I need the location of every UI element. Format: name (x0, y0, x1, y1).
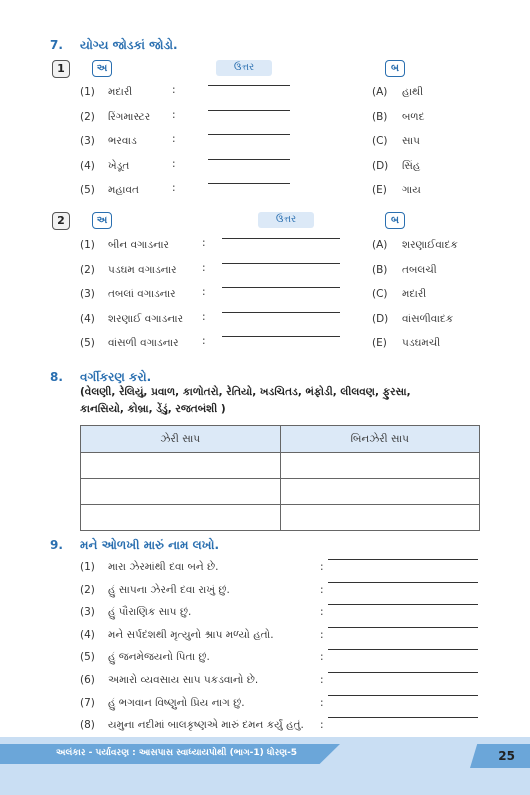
set2-answer-header: ઉત્તર (258, 212, 314, 228)
colon: : (320, 561, 324, 573)
set1-right-num: (E) (372, 184, 387, 196)
table-cell[interactable] (81, 505, 281, 531)
q8-words-line1: (વેલણી, રેલિયું, પ્રવાળ, કાળોતરો, રેતિયો, ખડચિતડ, ભંફોડી, લીલવણ, ફુરસા, (80, 386, 411, 398)
set2-left-num: (5) (80, 337, 95, 349)
set1-right-text: સાપ (402, 135, 420, 147)
q9-item-text: હું ભગવાન વિષ્ણુનો પ્રિય નાગ છું. (108, 696, 245, 709)
set1-left-num: (3) (80, 135, 95, 147)
q7-title: યોગ્ય જોડકાં જોડો. (80, 38, 178, 52)
answer-line[interactable] (328, 582, 478, 583)
answer-line[interactable] (222, 263, 340, 264)
q9-number: 9. (50, 538, 63, 552)
q8-title: વર્ગીકરણ કરો. (80, 370, 152, 384)
colon: : (172, 157, 176, 170)
table-cell[interactable] (280, 453, 480, 479)
set2-left-text: પડઘમ વગાડનાર (108, 263, 177, 276)
set1-left-text: મહાવત (108, 184, 139, 196)
answer-line[interactable] (222, 336, 340, 337)
answer-line[interactable] (208, 159, 290, 160)
set2-left-text: બીન વગાડનાર (108, 239, 169, 251)
colon: : (202, 261, 206, 274)
answer-line[interactable] (208, 85, 290, 86)
q9-item-num: (5) (80, 651, 95, 664)
set1-left-text: ભરવાડ (108, 135, 137, 147)
colon: : (172, 108, 176, 121)
set1-left-num: (5) (80, 184, 95, 196)
q9-item-text: હું સાપના ઝેરની દવા રાખું છું. (108, 583, 230, 596)
q9-item-num: (3) (80, 606, 95, 619)
table-cell[interactable] (280, 479, 480, 505)
answer-line[interactable] (208, 134, 290, 135)
set2-left-text: શરણાઈ વગાડનાર (108, 312, 184, 325)
set2-left-num: (1) (80, 239, 95, 251)
set1-right-num: (A) (372, 86, 388, 98)
q9-item-num: (2) (80, 583, 95, 596)
set1-col-a: અ (92, 60, 112, 77)
q9-item-text: અમારો વ્યવસાય સાપ પકડવાનો છે. (108, 674, 259, 686)
q9-item-num: (4) (80, 628, 95, 641)
set1-answer-header: ઉત્તર (216, 60, 272, 76)
set1-right-text: ગાય (402, 184, 421, 196)
set2-right-num: (A) (372, 239, 388, 251)
answer-line[interactable] (222, 312, 340, 313)
colon: : (172, 133, 176, 145)
q9-item-num: (8) (80, 719, 95, 732)
page-number: 25 (498, 749, 515, 763)
set2-right-num: (B) (372, 263, 388, 276)
set2-right-text: શરણાઈવાદક (402, 239, 458, 251)
table-cell[interactable] (81, 479, 281, 505)
colon: : (320, 583, 324, 596)
set2-left-num: (4) (80, 312, 95, 325)
set2-col-a: અ (92, 212, 112, 229)
set2-left-text: તબલાં વગાડનાર (108, 288, 176, 300)
q9-item-text: યમુના નદીમાં બાલકૃષ્ણએ મારું દમન કર્યું હતું. (108, 719, 304, 732)
set2-right-text: તબલચી (402, 263, 437, 276)
set2-right-num: (D) (372, 312, 389, 325)
q8-number: 8. (50, 370, 63, 384)
set2-right-text: પડઘમચી (402, 337, 441, 349)
set1-left-num: (2) (80, 110, 95, 123)
set2-number: 2 (52, 212, 70, 230)
q9-item-text: મારા ઝેરમાંથી દવા બને છે. (108, 561, 219, 573)
q9-item-num: (1) (80, 561, 95, 573)
set1-col-b: બ (385, 60, 405, 77)
set2-left-num: (3) (80, 288, 95, 300)
answer-line[interactable] (208, 183, 290, 184)
table-header-venomous: ઝેરી સાપ (81, 426, 281, 453)
set1-right-num: (B) (372, 110, 388, 123)
colon: : (202, 310, 206, 323)
colon: : (320, 628, 324, 641)
colon: : (172, 182, 176, 194)
set1-left-text: ખેડૂત (108, 159, 130, 172)
colon: : (320, 606, 324, 619)
set2-right-text: વાંસળીવાદક (402, 312, 454, 325)
set2-left-text: વાંસળી વગાડનાર (108, 337, 179, 349)
table-row (81, 505, 480, 531)
colon: : (320, 696, 324, 709)
table-header-nonvenomous: બિનઝેરી સાપ (280, 426, 480, 453)
set1-left-text: રિંગમાસ્ટર (108, 110, 151, 123)
set2-right-text: મદારી (402, 288, 427, 300)
answer-line[interactable] (328, 559, 478, 560)
table-row (81, 453, 480, 479)
set1-right-num: (C) (372, 135, 388, 147)
set1-right-text: સિંહ (402, 159, 421, 172)
q8-words-line2: કાનસિયો, કોબ્રા, ડેંડું, રજતબંશી ) (80, 403, 226, 415)
q7-number: 7. (50, 38, 63, 52)
colon: : (320, 651, 324, 664)
table-cell[interactable] (81, 453, 281, 479)
answer-line[interactable] (328, 627, 478, 628)
colon: : (202, 237, 206, 249)
set1-right-num: (D) (372, 159, 389, 172)
q9-item-num: (6) (80, 674, 95, 686)
table-row (81, 479, 480, 505)
q9-item-text: હું જનમેજયનો પિતા છું. (108, 651, 210, 664)
answer-line[interactable] (328, 695, 478, 696)
set1-left-text: મદારી (108, 86, 133, 98)
set1-right-text: હાથી (402, 86, 424, 98)
q9-item-text: મને સર્પદંશથી મૃત્યુનો શ્રાપ મળ્યો હતો. (108, 628, 274, 641)
answer-line[interactable] (222, 238, 340, 239)
q9-title: મને ઓળખી મારું નામ લખો. (80, 538, 220, 552)
colon: : (202, 335, 206, 347)
answer-line[interactable] (328, 717, 478, 718)
set2-right-num: (E) (372, 337, 387, 349)
set2-col-b: બ (385, 212, 405, 229)
q9-item-num: (7) (80, 696, 95, 709)
answer-line[interactable] (208, 110, 290, 111)
table-cell[interactable] (280, 505, 480, 531)
set2-right-num: (C) (372, 288, 388, 300)
set1-left-num: (4) (80, 159, 95, 172)
set1-number: 1 (52, 60, 70, 78)
q9-item-text: હું પૌરાણિક સાપ છું. (108, 606, 192, 619)
footer-text: અલંકાર - પર્યાવરણ : આસપાસ સ્વાધ્યાયપોથી (ભાગ-1) ધોરણ-5 (56, 748, 298, 758)
set1-left-num: (1) (80, 86, 95, 98)
set1-right-text: બળદ (402, 110, 425, 123)
colon: : (172, 84, 176, 96)
answer-line[interactable] (328, 649, 478, 650)
colon: : (320, 674, 324, 686)
answer-line[interactable] (328, 672, 478, 673)
answer-line[interactable] (328, 604, 478, 605)
classification-table (80, 425, 480, 531)
answer-line[interactable] (222, 287, 340, 288)
colon: : (202, 286, 206, 298)
set2-left-num: (2) (80, 263, 95, 276)
colon: : (320, 719, 324, 732)
